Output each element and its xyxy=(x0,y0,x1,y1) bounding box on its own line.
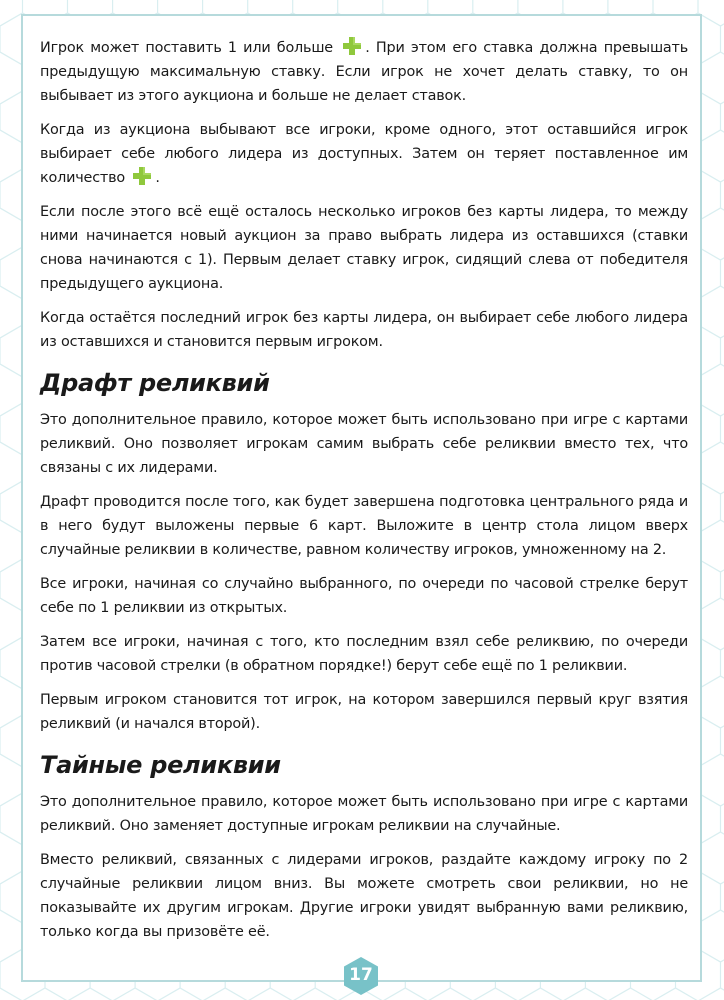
draft-paragraph: Все игроки, начиная со случайно выбранного, по очереди по часовой стрелке берут себе по 1 реликвии из открытых. xyxy=(40,576,688,616)
page-number: 17 xyxy=(349,965,373,985)
draft-paragraph: Первым игроком становится тот игрок, на котором завершился первый круг взятия реликвий (и начался второй). xyxy=(40,692,688,732)
secret-paragraph: Вместо реликвий, связанных с лидерами игроков, раздайте каждому игроку по 2 случайные реликвии лицом вниз. Вы можете смотреть свои реликвии, но не показывайте их другим игрокам. Другие игроки увидят выбранную вами реликвию, только когда вы призовёте её. xyxy=(40,852,688,940)
green-cross-icon xyxy=(132,166,152,186)
paragraph-auction-end: Когда из аукциона выбывают все игроки, кроме одного, этот оставшийся игрок выбирает себе любого лидера из доступных. Затем он теряет поставленное им количество . xyxy=(40,122,688,186)
secret-paragraph: Это дополнительное правило, которое может быть использовано при игре с картами реликвий. Оно заменяет доступные игрокам реликвии на случайные. xyxy=(40,794,688,834)
document-body xyxy=(40,36,688,954)
paragraph-new-auction: Если после этого всё ещё осталось несколько игроков без карты лидера, то между ними начинается новый аукцион за право выбрать лидера из оставшихся (ставки снова начинаются с 1). Первым делает ставку игрок, сидящий слева от победителя предыдущего аукциона. xyxy=(40,204,688,292)
paragraph-bid: Игрок может поставить 1 или больше . При этом его ставка должна превышать предыдущую максимальную ставку. Если игрок не хочет делать ставку, то он выбывает из этого аукциона и больше не делает ставок. xyxy=(40,36,688,108)
draft-paragraph: Это дополнительное правило, которое может быть использовано при игре с картами реликвий. Оно позволяет игрокам самим выбрать себе реликвии вместо тех, что связаны с их лидерами. xyxy=(40,412,688,476)
paragraph-last-player: Когда остаётся последний игрок без карты лидера, он выбирает себе любого лидера из оставшихся и становится первым игроком. xyxy=(40,310,688,350)
green-cross-icon xyxy=(342,36,362,56)
draft-paragraph: Затем все игроки, начиная с того, кто последним взял себе реликвию, по очереди против часовой стрелки (в обратном порядке!) берут себе ещё по 1 реликвии. xyxy=(40,634,688,674)
heading-relic-draft: Драфт реликвий xyxy=(40,369,270,397)
draft-paragraph: Драфт проводится после того, как будет завершена подготовка центрального ряда и в него будут выложены первые 6 карт. Выложите в центр стола лицом вверх случайные реликвии в количестве, равном количеству игроков, умноженному на 2. xyxy=(40,494,688,558)
heading-secret-relics: Тайные реликвии xyxy=(40,751,281,779)
